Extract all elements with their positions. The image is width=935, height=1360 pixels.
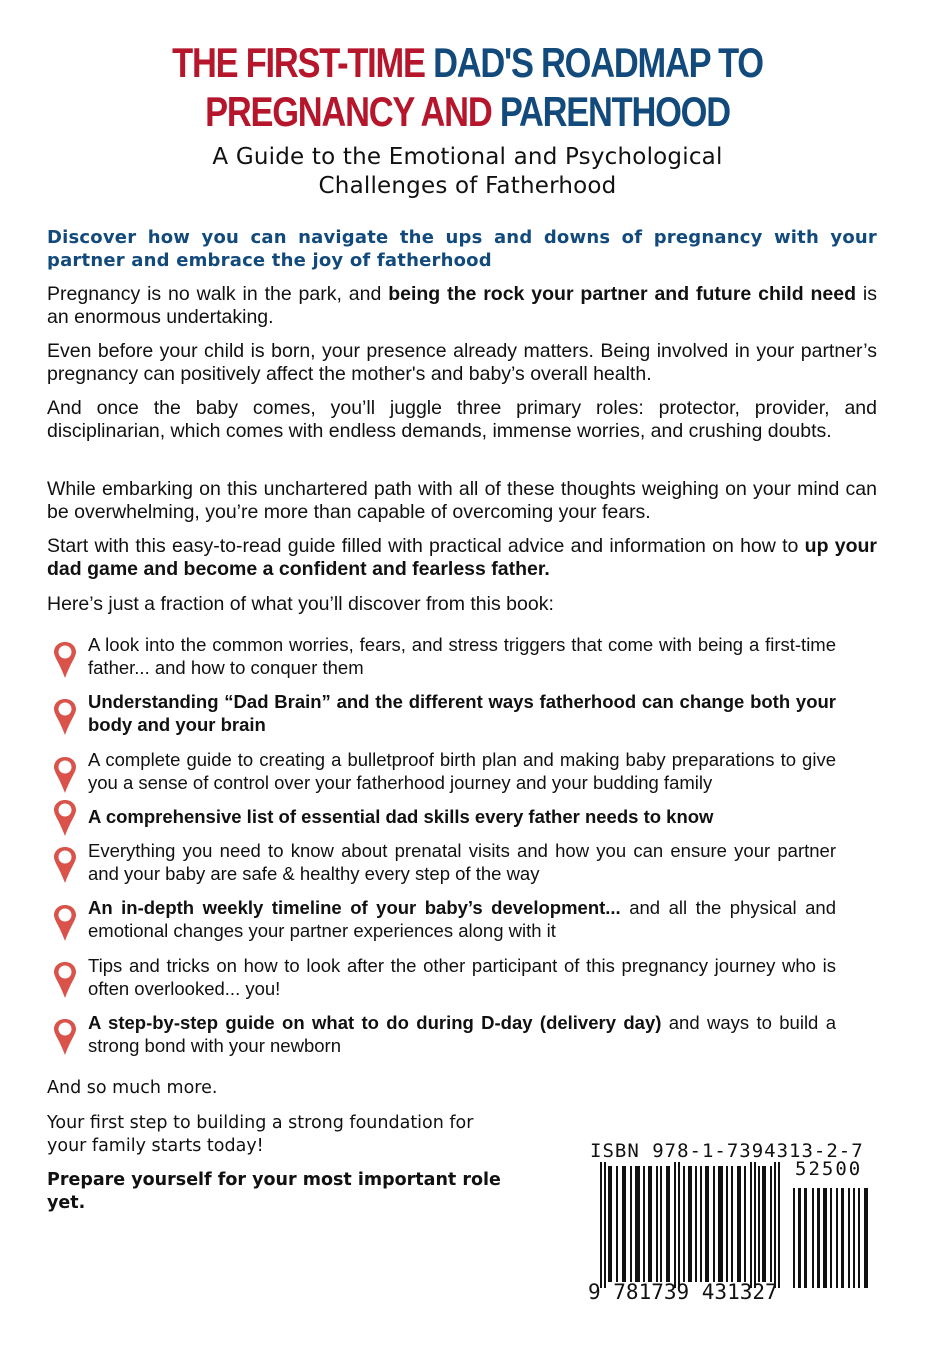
closing-cta: Prepare yourself for your most important role yet. — [47, 1170, 501, 1213]
paragraph-6: Here’s just a fraction of what you’ll discover from this book: — [47, 593, 554, 615]
isbn-label: ISBN 978-1-7394313-2-7 — [590, 1140, 864, 1162]
bullet-item-4 — [88, 805, 836, 828]
subtitle-line-2: Challenges of Fatherhood — [318, 173, 617, 199]
title-line-1 — [84, 38, 851, 88]
bullet-item-3 — [88, 748, 836, 794]
closing-first-step: Your first step to building a strong foundation for your family starts today! — [47, 1113, 474, 1156]
ean-digits: 9 781739 431327 — [588, 1280, 778, 1304]
map-pin-icon — [50, 960, 86, 1002]
bullet-bold: An in-depth weekly timeline of your baby’s development... — [88, 897, 621, 918]
p1-text-end: is an enormous undertaking. — [47, 283, 877, 328]
map-pin-icon — [50, 697, 86, 739]
map-pin-icon — [50, 755, 86, 797]
title-blue-part: DAD'S ROADMAP TO — [433, 39, 763, 86]
p5-bold: up your dad game and become a confident and fearless father. — [47, 535, 878, 580]
bullet-text: Everything you need to know about prenatal visits and how you can ensure your partner and your baby are safe & healthy every step of the way — [88, 840, 836, 884]
bullet-item-8 — [88, 1011, 836, 1057]
bullet-text: A complete guide to creating a bulletproof birth plan and making baby preparations to give you a sense of control over your fatherhood journey and your budding family — [88, 749, 836, 793]
paragraph-2: Even before your child is born, your presence already matters. Being involved in your partner’s pregnancy can positively affect the mother's and baby’s overall health. — [47, 340, 877, 385]
lead-paragraph: Discover how you can navigate the ups and downs of pregnancy with your partner and embrace the joy of fatherhood — [47, 227, 877, 271]
price-addon-code: 52500 — [795, 1158, 863, 1180]
bullet-item-7 — [88, 954, 836, 1000]
p5-text: Start with this easy-to-read guide filled with practical advice and information on how to — [47, 535, 805, 557]
paragraph-5 — [47, 535, 877, 581]
map-pin-icon — [50, 798, 86, 840]
bullet-item-6 — [88, 896, 836, 942]
bullet-item-1 — [88, 633, 836, 679]
bullet-bold: A comprehensive list of essential dad skills every father needs to know — [88, 806, 714, 827]
map-pin-icon — [50, 903, 86, 945]
paragraph-1 — [47, 283, 877, 329]
map-pin-icon — [50, 845, 86, 887]
bullet-text: and all the physical and emotional changes your partner experiences along with it — [88, 897, 836, 941]
bullet-item-2 — [88, 690, 836, 736]
subtitle-line-1: A Guide to the Emotional and Psychological — [212, 144, 723, 170]
map-pin-icon — [50, 640, 86, 682]
closing-more: And so much more. — [47, 1078, 218, 1098]
bullet-bold: Understanding “Dad Brain” and the different ways fatherhood can change both your body and your brain — [88, 691, 836, 735]
subtitle — [0, 143, 935, 201]
title-blue-part: PARENTHOOD — [499, 88, 730, 135]
title-red-part: THE FIRST-TIME — [172, 39, 425, 86]
bullet-text: Tips and tricks on how to look after the other participant of this pregnancy journey who is often overlooked... you! — [88, 955, 836, 999]
p1-text: Pregnancy is no walk in the park, and — [47, 283, 389, 305]
title-red-part: PREGNANCY AND — [205, 88, 492, 135]
bullet-text: A look into the common worries, fears, and stress triggers that come with being a first-time father... and how to conquer them — [88, 634, 836, 678]
bullet-item-5 — [88, 839, 836, 885]
p1-bold: being the rock your partner and future child need — [388, 283, 857, 305]
map-pin-icon — [50, 1017, 86, 1059]
paragraph-3: And once the baby comes, you’ll juggle three primary roles: protector, provider, and disciplinarian, which comes with endless demands, immense worries, and crushing doubts. — [47, 397, 877, 442]
paragraph-4: While embarking on this unchartered path with all of these thoughts weighing on your mind can be overwhelming, you’re more than capable of overcoming your fears. — [47, 478, 877, 523]
title-line-2 — [84, 87, 851, 137]
bullet-bold: A step-by-step guide on what to do during D-day (delivery day) — [88, 1012, 662, 1033]
bullet-text: and ways to build a strong bond with your newborn — [88, 1012, 836, 1056]
